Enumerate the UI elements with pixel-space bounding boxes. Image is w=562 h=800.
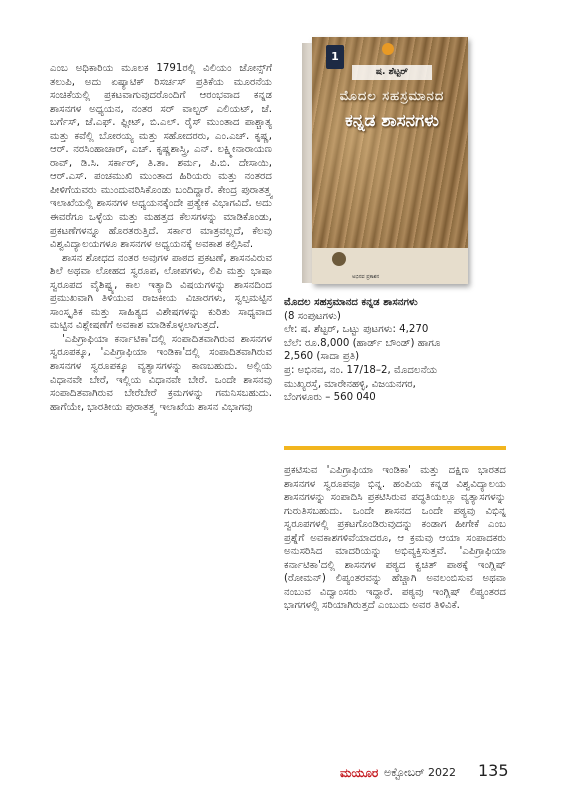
cover-title: ಕನ್ನಡ ಶಾಸನಗಳು bbox=[345, 111, 439, 131]
publisher-sun-icon bbox=[382, 43, 394, 55]
cover-author: ಷ. ಶೆಟ್ಟರ್ bbox=[352, 65, 432, 80]
page-number: 135 bbox=[478, 761, 509, 780]
issue-date: ಅಕ್ಟೋಬರ್ 2022 bbox=[384, 766, 456, 779]
body-paragraph: ಎಂಬ ಅಧಿಕಾರಿಯ ಮೂಲಕ 1791ರಲ್ಲಿ ವಿಲಿಯಂ ಜೋನ್ಸ್‌ಗೆ ತಲುಪಿ, ಅದು ಏಷ್ಯಾಟಿಕ್ ರಿಸರ್ಚಸ್ ಪ್ರತಿಕೆಯ ಮೂರನೆಯ ಸಂಚಿಕೆಯಲ್ಲಿ ಪ್ರಕಟವಾಗುವುದರೊಂದಿಗೆ ಆರಂಭವಾದ ಕನ್ನಡ ಶಾಸನಗಳ ಅಧ್ಯಯನ, ನಂತರ ಸರ್ ವಾಲ್ಟರ್ ಎಲಿಯಟ್, ಜೆ. ಬರ್ಗೆಸ್, ಜೆ.ಎಫ್. ಫ್ಲೀಟ್, ಬಿ.ಎಲ್. ರೈಸ್ ಮುಂತಾದ ಪಾಶ್ಚಾತ್ಯ ಮತ್ತು ಕವೆಲ್ಲಿ ಬೋರಯ್ಯ ಮತ್ತು ಸಹೋದರರು, ಎಂ.ಎಚ್. ಕೃಷ್ಣ, ಆರ್. ನರಸಿಂಹಾಚಾರ್, ಎಚ್. ಕೃಷ್ಣಶಾಸ್ತ್ರಿ, ಎನ್. ಲಕ್ಷ್ಮೀನಾರಾಯಣ ರಾವ್, ಡಿ.ಸಿ. ಸರ್ಕಾರ್, ತಿ.ತಾ. ಶರ್ಮ, ಪಿ.ಬಿ. ದೇಸಾಯಿ, ಆರ್.ಎಸ್. ಪಂಚಮುಖಿ ಮುಂತಾದ ಹಿರಿಯರು ಮತ್ತು ನಂತರದ ಪೀಳಿಗೆಯವರು ಮುಂದುವರಿಸಿಕೊಂಡು ಬಂದಿದ್ದಾರೆ. ಕೇಂದ್ರ ಪುರಾತತ್ತ್ವ ಇಲಾಖೆಯಲ್ಲಿ ಶಾಸನಗಳ ಅಧ್ಯಯನಕ್ಕೆಂದೇ ಪ್ರತ್ಯೇಕ ವಿಭಾಗವಿದೆ. ಅದು ಈವರೆಗೂ ಒಳ್ಳೆಯ ಮತ್ತು ಮಹತ್ತದ ಕೆಲಸಗಳನ್ನು ಮಾಡಿಕೊಂಡು, ಪ್ರಕಟಣೆಗಳನ್ನೂ ಹೊರತರುತ್ತಿದೆ. ಸರ್ಕಾರ ಮಾತ್ರವಲ್ಲದೆ, ಕೆಲವು ವಿಶ್ವವಿದ್ಯಾಲಯಗಳೂ ಶಾಸನಗಳ ಅಧ್ಯಯನಕ್ಕೆ ಅವಕಾಶ ಕಲ್ಪಿಸಿವೆ. bbox=[50, 63, 272, 251]
book-price: ಬೆಲೆ: ರೂ.8,000 (ಹಾರ್ಡ್ ಬೌಂಡ್) ಹಾಗೂ bbox=[284, 337, 441, 349]
right-column bbox=[284, 464, 506, 613]
cover-subtitle: ಮೊದಲ ಸಹಸ್ರಮಾನದ bbox=[339, 89, 445, 104]
section-divider bbox=[284, 446, 506, 450]
volume-badge: 1 bbox=[326, 45, 344, 69]
body-paragraph: ಪ್ರಕಟಿಸುವ 'ಎಪಿಗ್ರಾಫಿಯಾ ಇಂಡಿಕಾ' ಮತ್ತು ದಕ್ಷಿಣ ಭಾರತದ ಶಾಸನಗಳ ಸ್ವರೂಪವೂ ಭಿನ್ನ. ಹಂಪಿಯ ಕನ್ನಡ ವಿಶ್ವವಿದ್ಯಾಲಯ ಶಾಸನಗಳನ್ನು ಸಂಪಾದಿಸಿ ಪ್ರಕಟಿಸಿರುವ ಪದ್ಧತಿಯಲ್ಲೂ ವ್ಯತ್ಯಾಸಗಳನ್ನು ಗುರುತಿಸಬಹುದು. ಒಂದೇ ಶಾಸನದ ಒಂದೇ ಪಠ್ಯವು ವಿಭಿನ್ನ ಸ್ವರೂಪಗಳಲ್ಲಿ ಪ್ರಕಟಗೊಂಡಿರುವುದನ್ನು ಕಂಡಾಗ ಹೀಗೇಕೆ ಎಂಬ ಪ್ರಶ್ನೆಗೆ ಅವಕಾಶಗಳಿವೆಯಾದರೂ, ಆ ಕ್ರಮವು ಆಯಾ ಸಂಪಾದಕರು ಅನುಸರಿಸಿದ ಮಾದರಿಯನ್ನು ಅಭಿವ್ಯಕ್ತಿಸುತ್ತವೆ. 'ಎಪಿಗ್ರಾಫಿಯಾ ಕರ್ನಾಟಿಕಾ'ದಲ್ಲಿ ಶಾಸನಗಳ ಪಠ್ಯದ ಕ್ವಚಿತ್ ಪಾಠಕ್ಕೆ ಇಂಗ್ಲಿಷ್ (ರೋಮನ್) ಲಿಪ್ಯಂತರವನ್ನು ಹೆಚ್ಚಾಗಿ ಅವಲಂಬಿಸುವ ಅಥವಾ ನಂಬುವ ವಿದ್ವಾಂಸರು ಇದ್ದಾರೆ. ಪಠ್ಯವು ಇಂಗ್ಲಿಷ್ ಲಿಪ್ಯಂತರದ ಭಾಗಗಳಲ್ಲಿ ಸರಿಯಾಗಿರುತ್ತದೆ ಎಂಬುದು ಅವರ ತಿಳಿವಿಕೆ. bbox=[284, 465, 506, 612]
book-cover bbox=[312, 37, 468, 284]
body-paragraph: ಶಾಸನ ಶೋಧದ ನಂತರ ಅವುಗಳ ಪಾಠದ ಪ್ರಕಟಣೆ, ಶಾಸನವಿರುವ ಶಿಲೆ ಅಥವಾ ಲೋಹದ ಸ್ವರೂಪ, ಲೋಪಗಳು, ಲಿಪಿ ಮತ್ತು ಭಾಷಾ ಸ್ವರೂಪದ ವೈಶಿಷ್ಟ್ಯ, ಕಾಲ ಇತ್ಯಾದಿ ವಿಷಯಗಳನ್ನು ಶಾಸನದಿಂದ ಪ್ರಮುಖವಾಗಿ ತಿಳಿಯುವ ರಾಜಕೀಯ ವಿಚಾರಗಳು, ಸ್ವಲ್ಪಮಟ್ಟಿನ ಸಾಂಸ್ಕೃತಿಕ ಮತ್ತು ಸಾಹಿತ್ಯದ ವಿಶೇಷಗಳನ್ನು ಕುರಿತು ಸಾಧ್ಯವಾದ ಮಟ್ಟಿನ ವಿಶ್ಲೇಷಣೆಗೆ ಅವಕಾಶ ಮಾಡಿಕೊಳ್ಳಲಾಗುತ್ತದೆ. bbox=[50, 252, 272, 332]
left-column bbox=[50, 62, 272, 414]
book-publisher-address: ಪ್ರ: ಅಭಿನವ, ನಂ. 17/18–2, ಮೊದಲನೆಯ bbox=[284, 364, 438, 376]
book-author-pages: ಲೇ: ಷ. ಶೆಟ್ಟರ್, ಒಟ್ಟು ಪುಟಗಳು: 4,270 bbox=[284, 324, 429, 336]
body-paragraph: 'ಎಪಿಗ್ರಾಫಿಯಾ ಕರ್ನಾಟಿಕಾ'ದಲ್ಲಿ ಸಂಪಾದಿತವಾಗಿರುವ ಶಾಸನಗಳ ಸ್ವರೂಪಕ್ಕೂ, 'ಎಪಿಗ್ರಾಫಿಯಾ ಇಂಡಿಕಾ'ದಲ್ಲಿ ಸಂಪಾದಿತವಾಗಿರುವ ಶಾಸನಗಳ ಸ್ವರೂಪಕ್ಕೂ ವ್ಯತ್ಯಾಸಗಳನ್ನು ಕಾಣಬಹುದು. ಅಲ್ಲಿಯ ವಿಧಾನವೇ ಬೇರೆ, ಇಲ್ಲಿಯ ವಿಧಾನವೇ ಬೇರೆ. ಒಂದೇ ಶಾಸನವು ಸಂಪಾದಿತವಾಗಿರುವ ಬೇರೆಬೇರೆ ಕ್ರಮಗಳನ್ನು ಗಮನಿಸಬಹುದು. ಹಾಗೆಯೇ, ಭಾರತೀಯ ಪುರಾತತ್ತ್ವ ಇಲಾಖೆಯ ಶಾಸನ ವಿಭಾಗವು bbox=[50, 333, 272, 413]
page-footer bbox=[340, 760, 510, 784]
emblem-icon bbox=[332, 252, 346, 266]
book-price-paperback: 2,560 (ಸಾದಾ ಪ್ರತಿ) bbox=[284, 351, 360, 363]
book-publisher-address: ಮುಖ್ಯರಸ್ತೆ, ಮಾರೇನಹಳ್ಳಿ, ವಿಜಯನಗರ, bbox=[284, 378, 416, 390]
book-details bbox=[284, 296, 506, 405]
book-volumes: (8 ಸಂಪುಟಗಳು) bbox=[284, 310, 341, 322]
cover-publisher: ಅಭಿನವ ಪ್ರಕಾಶನ bbox=[352, 274, 380, 280]
book-publisher-address: ಬೆಂಗಳೂರು – 560 040 bbox=[284, 392, 376, 404]
book-title: ಮೊದಲ ಸಹಸ್ರಮಾನದ ಕನ್ನಡ ಶಾಸನಗಳು bbox=[284, 297, 418, 308]
magazine-logo: ಮಯೂರ bbox=[340, 766, 379, 780]
book-cover-image bbox=[302, 37, 468, 284]
